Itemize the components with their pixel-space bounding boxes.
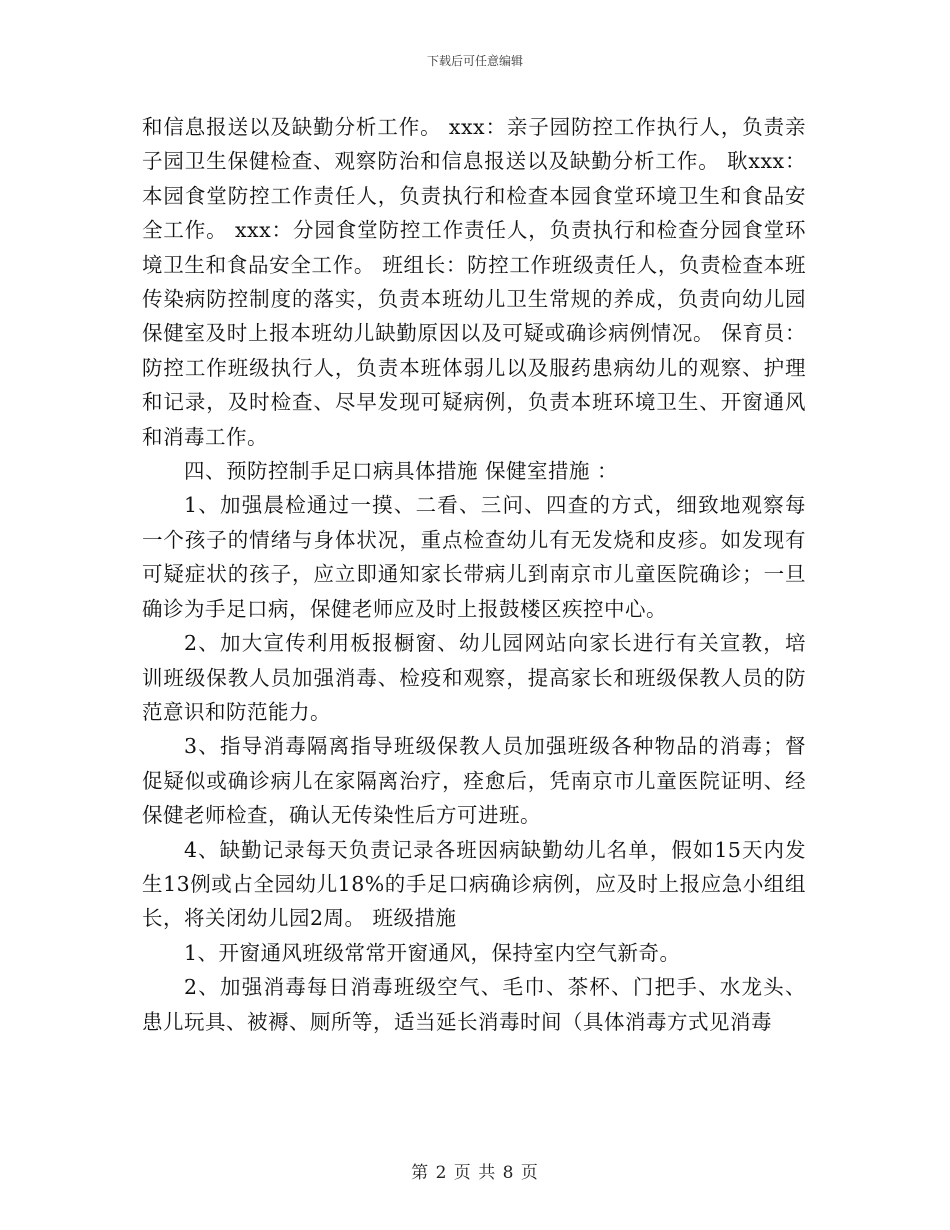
section-heading-prevention-measures: 四、预防控制手足口病具体措施 保健室措施 ： <box>184 459 619 484</box>
paragraph-disinfection: 2、加强消毒每日消毒班级空气、毛巾、茶杯、门把手、水龙头、患儿玩具、被褥、厕所等，适当延长消毒时间（具体消毒方式见消毒 <box>142 975 806 1034</box>
paragraph-publicity: 2、加大宣传利用板报橱窗、幼儿园网站向家长进行有关宣教，培训班级保教人员加强消毒、检疫和观察，提高家长和班级保教人员的防范意识和防范能力。 <box>142 631 806 724</box>
paragraph-absence-record: 4、缺勤记录每天负责记录各班因病缺勤幼儿名单，假如15天内发生13例或占全园幼儿18%的手足口病确诊病例，应及时上报应急小组组长，将关闭幼儿园2周。 班级措施 <box>142 837 806 931</box>
paragraph-responsibilities: 和信息报送以及缺勤分析工作。 xxx：亲子园防控工作执行人，负责亲子园卫生保健检查、观察防治和信息报送以及缺勤分析工作。 耿xxx：本园食堂防控工作责任人，负责执行和检查本园食堂环境卫生和食品安全工作。 xxx：分园食堂防控工作责任人，负责执行和检查分园食堂环境卫生和食品安全工作。 班组长：防控工作班级责任人，负责检查本班传染病防控制度的落实，负责本班幼儿卫生常规的养成，负责向幼儿园保健室及时上报本班幼儿缺勤原因以及可疑或确诊病例情况。 保育员：防控工作班级执行人，负责本班体弱儿以及服药患病幼儿的观察、护理和记录，及时检查、尽早发现可疑病例，负责本班环境卫生、开窗通风和消毒工作。 <box>142 115 806 449</box>
page-header: 下载后可任意编辑 <box>426 54 523 68</box>
page-number-footer: 第 2 页 共 8 页 <box>411 1163 539 1183</box>
paragraph-ventilation: 1、开窗通风班级常常开窗通风，保持室内空气新奇。 <box>184 940 681 965</box>
document-body <box>142 110 806 1039</box>
paragraph-disinfection-guidance: 3、指导消毒隔离指导班级保教人员加强班级各种物品的消毒；督促疑似或确诊病儿在家隔离治疗，痊愈后，凭南京市儿童医院证明、经保健老师检查，确认无传染性后方可进班。 <box>142 734 806 828</box>
paragraph-morning-check: 1、加强晨检通过一摸、二看、三问、四查的方式，细致地观察每一个孩子的情绪与身体状况，重点检查幼儿有无发烧和皮疹。如发现有可疑症状的孩子，应立即通知家长带病儿到南京市儿童医院确诊；一旦确诊为手足口病，保健老师应及时上报鼓楼区疾控中心。 <box>142 493 806 621</box>
